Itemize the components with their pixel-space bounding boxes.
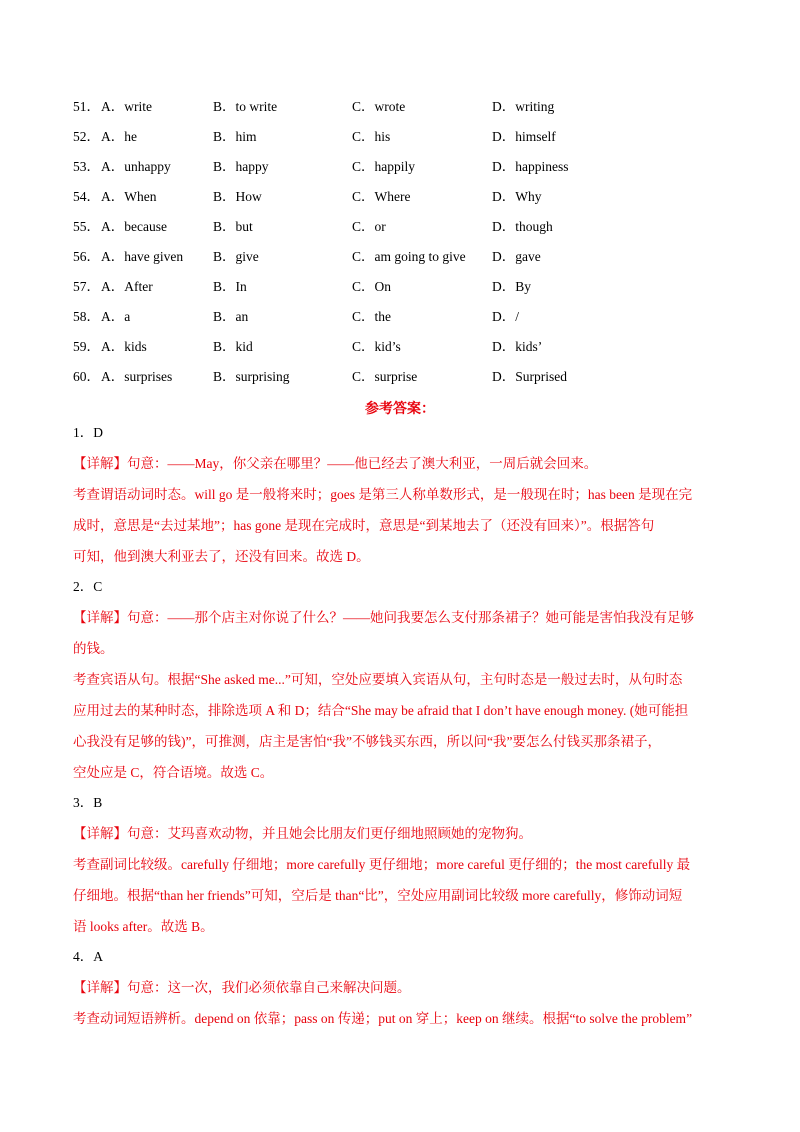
option-c: C．Where xyxy=(352,189,411,204)
explanation-line: 空处应是 C，符合语境。故选 C。 xyxy=(73,765,274,780)
question-number: 54． xyxy=(73,189,100,204)
explanation-line: 考查动词短语辨析。depend on 依靠；pass on 传递；put on 穿上；keep on 继续。根据“to solve the problem” xyxy=(73,1011,693,1026)
option-a: A．surprises xyxy=(101,369,173,384)
option-b: B．give xyxy=(213,249,259,264)
answer-number: 1．D xyxy=(73,425,103,440)
option-b: B．surprising xyxy=(213,369,290,384)
option-d: D．himself xyxy=(492,129,556,144)
answer-number: 3．B xyxy=(73,795,103,810)
option-c: C．am going to give xyxy=(352,249,466,264)
answer-item xyxy=(73,788,723,942)
option-a: A．When xyxy=(101,189,157,204)
option-row xyxy=(73,126,733,156)
option-d: D．Surprised xyxy=(492,369,567,384)
option-d: D．/ xyxy=(492,309,519,324)
question-number: 55． xyxy=(73,219,100,234)
option-row xyxy=(73,216,733,246)
option-b: B．but xyxy=(213,219,253,234)
question-number: 56． xyxy=(73,249,100,264)
question-number: 53． xyxy=(73,159,100,174)
option-c: C．On xyxy=(352,279,392,294)
explanation-line: 语 looks after。故选 B。 xyxy=(73,919,214,934)
option-row xyxy=(73,186,733,216)
option-c: C．his xyxy=(352,129,391,144)
option-d: D．By xyxy=(492,279,532,294)
question-number: 59． xyxy=(73,339,100,354)
explanation-line: 应用过去的某种时态，排除选项 A 和 D；结合“She may be afraid that I don’t have enough money. (她可能担 xyxy=(73,703,689,718)
option-a: A．kids xyxy=(101,339,147,354)
explanation-line: 【详解】句意：——May，你父亲在哪里？——他已经去了澳大利亚，一周后就会回来。 xyxy=(73,456,598,471)
explanation-line: 仔细地。根据“than her friends”可知，空后是 than“比”，空处应用副词比较级 more carefully，修饰动词短 xyxy=(73,888,683,903)
explanation-line: 【详解】句意：艾玛喜欢动物，并且她会比朋友们更仔细地照顾她的宠物狗。 xyxy=(73,826,532,841)
question-number: 52． xyxy=(73,129,100,144)
option-row xyxy=(73,96,733,126)
option-c: C．kid’s xyxy=(352,339,401,354)
option-row xyxy=(73,336,733,366)
question-number: 60． xyxy=(73,369,100,384)
answer-item xyxy=(73,418,723,572)
option-a: A．unhappy xyxy=(101,159,171,174)
option-b: B．him xyxy=(213,129,257,144)
option-a: A．a xyxy=(101,309,131,324)
option-a: A．because xyxy=(101,219,167,234)
option-d: D．happiness xyxy=(492,159,569,174)
explanation-line: 成时，意思是“去过某地”；has gone 是现在完成时，意思是“到某地去了（还没有回来）”。根据答句 xyxy=(73,518,655,533)
options-list xyxy=(73,96,733,396)
option-a: A．After xyxy=(101,279,153,294)
explanation-line: 考查副词比较级。carefully 仔细地；more carefully 更仔细地；more careful 更仔细的；the most carefully 最 xyxy=(73,857,691,872)
option-c: C．surprise xyxy=(352,369,418,384)
option-b: B．kid xyxy=(213,339,253,354)
option-d: D．though xyxy=(492,219,553,234)
explanation-line: 考查宾语从句。根据“She asked me...”可知，空处应要填入宾语从句，主句时态是一般过去时，从句时态 xyxy=(73,672,683,687)
option-row xyxy=(73,306,733,336)
option-c: C．or xyxy=(352,219,386,234)
option-c: C．wrote xyxy=(352,99,406,114)
answers-section xyxy=(73,418,723,1034)
question-number: 58． xyxy=(73,309,100,324)
option-d: D．writing xyxy=(492,99,555,114)
explanation-line: 【详解】句意：这一次，我们必须依靠自己来解决问题。 xyxy=(73,980,411,995)
option-d: D．Why xyxy=(492,189,542,204)
explanation-line: 的钱。 xyxy=(73,641,114,656)
answer-number: 4．A xyxy=(73,949,103,964)
option-a: A．have given xyxy=(101,249,184,264)
option-a: A．write xyxy=(101,99,152,114)
explanation-line: 可知，他到澳大利亚去了，还没有回来。故选 D。 xyxy=(73,549,370,564)
option-b: B．How xyxy=(213,189,262,204)
answer-item xyxy=(73,942,723,1034)
option-row xyxy=(73,246,733,276)
question-number: 57． xyxy=(73,279,100,294)
answers-heading: 参考答案： xyxy=(365,401,435,417)
option-c: C．happily xyxy=(352,159,415,174)
answer-item xyxy=(73,572,723,788)
option-d: D．kids’ xyxy=(492,339,543,354)
explanation-line: 心我没有足够的钱)”，可推测，店主是害怕“我”不够钱买东西，所以问“我”要怎么付钱买那条裙子， xyxy=(73,734,661,749)
answer-number: 2．C xyxy=(73,579,103,594)
option-d: D．gave xyxy=(492,249,541,264)
option-b: B．happy xyxy=(213,159,269,174)
question-number: 51． xyxy=(73,99,100,114)
explanation-line: 考查谓语动词时态。will go 是一般将来时；goes 是第三人称单数形式，是一般现在时；has been 是现在完 xyxy=(73,487,693,502)
option-row xyxy=(73,366,733,396)
option-row xyxy=(73,156,733,186)
option-a: A．he xyxy=(101,129,137,144)
option-c: C．the xyxy=(352,309,391,324)
option-row xyxy=(73,276,733,306)
explanation-line: 【详解】句意：——那个店主对你说了什么？——她问我要怎么支付那条裙子？她可能是害怕我没有足够 xyxy=(73,610,694,625)
option-b: B．to write xyxy=(213,99,278,114)
option-b: B．an xyxy=(213,309,249,324)
option-b: B．In xyxy=(213,279,247,294)
